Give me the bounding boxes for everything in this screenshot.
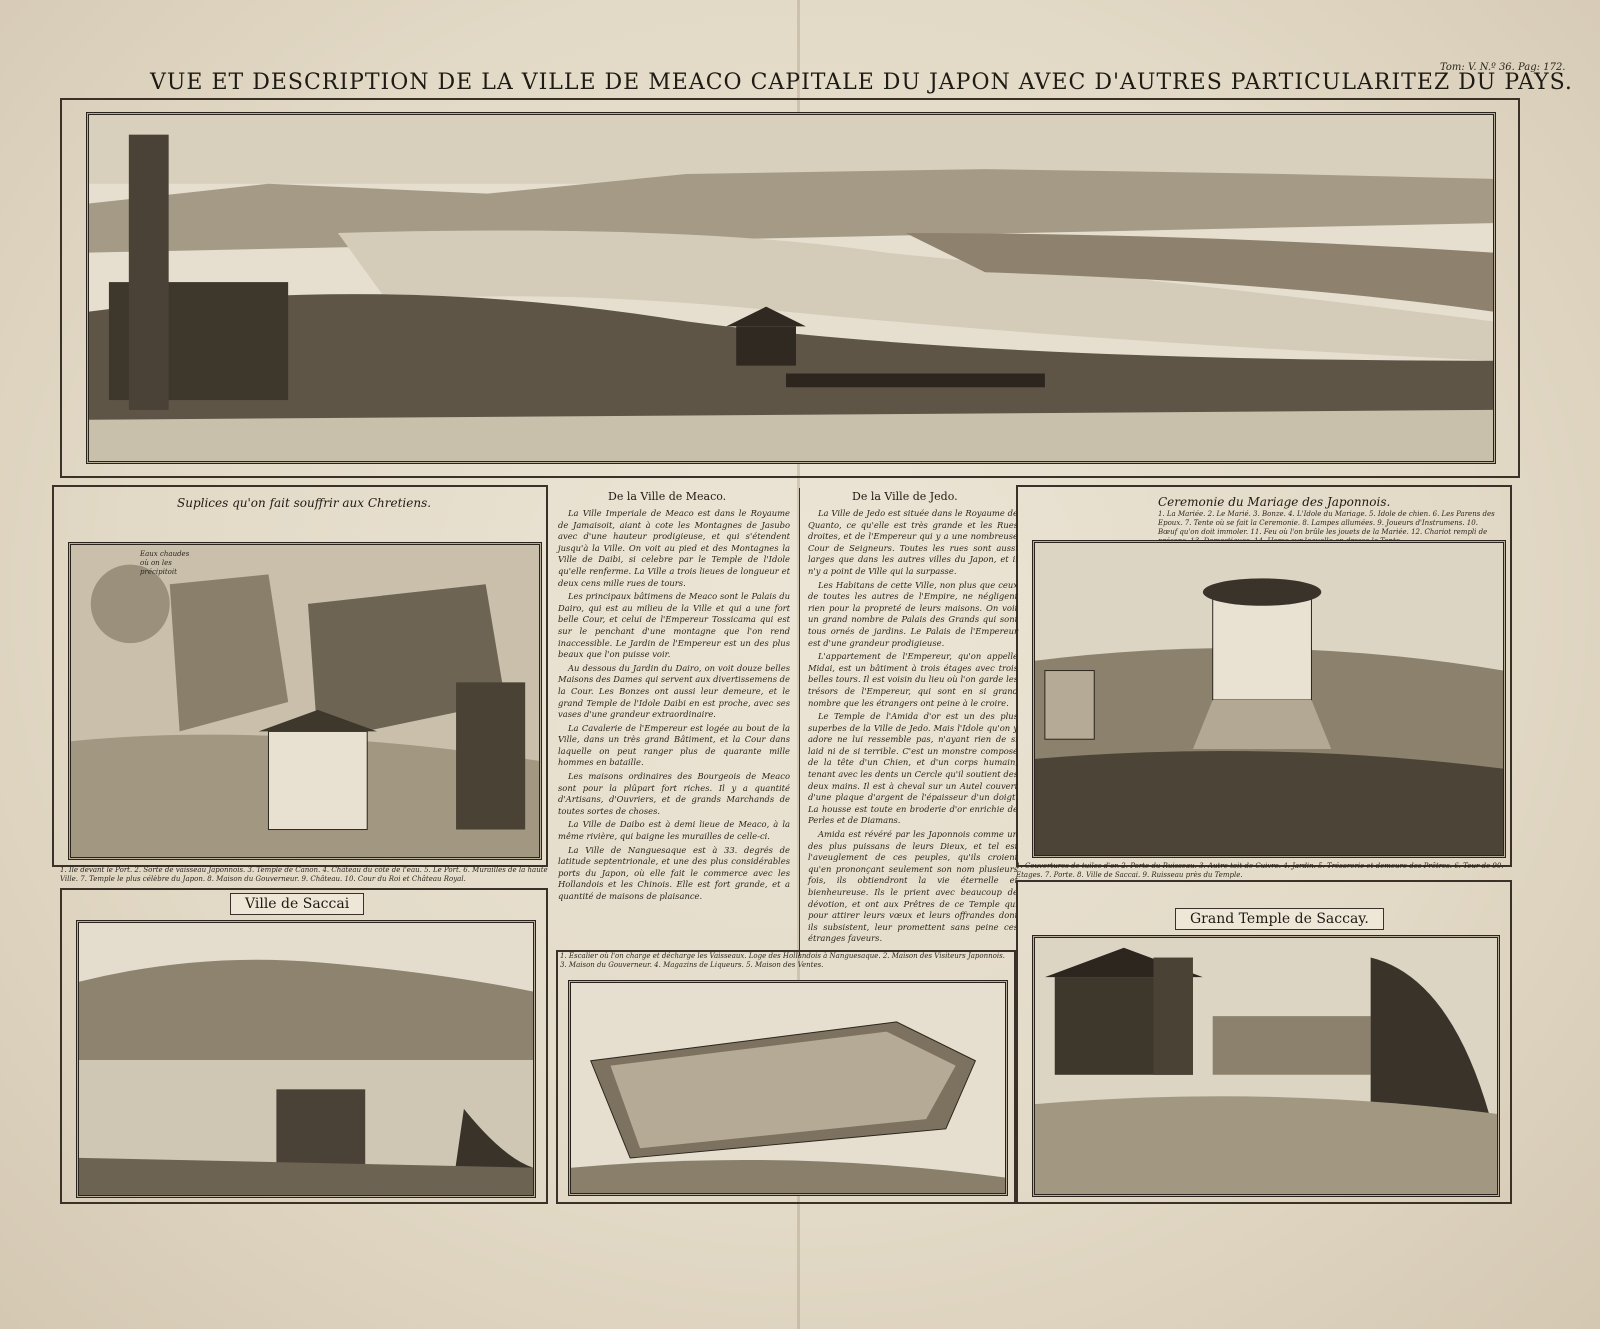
suplices-engraving — [68, 542, 542, 860]
saccai-title: Ville de Saccai — [230, 893, 364, 915]
nanguesaque-engraving — [568, 980, 1008, 1196]
meaco-paragraph: Au dessous du Jardin du Dairo, on voit douze belles Maisons des Dames qui servent aux divertissemens de la Cour. Les Bonzes ont aussi leur demeure, et le grand Temple de l'Idole Daibi en est proche, avec ses vases d'une grandeur extraordinaire. — [558, 662, 790, 720]
meaco-text-column — [558, 508, 790, 953]
jedo-paragraph: La Ville de Jedo est située dans le Royaume de Quanto, ce qu'elle est très grande et les Rues droites, et de l'Empereur qui y a une nombreuse Cour de Seigneurs. Toutes les rues sont aussi larges que dans les autres villes du Japon, et il n'y a point de Ville qui la surpasse. — [808, 508, 1018, 576]
jedo-paragraph: Amida est révéré par les Japonnois comme un des plus puissans de leurs Dieux, et tel est l'aveuglement de ces peuples, qu'ils croient qu'en prononçant seulement son nom plusieurs fois, ils obtiendront la vie éternelle et bienheureuse. Ils le prient avec beaucoup de dévotion, et ont aux Prêtres de ce Temple qui pour attirer leurs vœux et leurs offrandes dont ils subsistent, leur promettent sans peine ces étranges faveurs. — [808, 829, 1018, 944]
meaco-paragraph: La Ville de Nanguesaque est à 33. degrés de latitude septentrionale, et une des plus considérables ports du Japon, où elle fait le commerce avec les Hollandois et les Chinois. Elle est fort grande, et a quantité de maisons de plaisance. — [558, 844, 790, 901]
jedo-paragraph: Le Temple de l'Amida d'or est un des plus superbes de la Ville de Jedo. Mais l'Idole qu'on y adore ne lui ressemble pas, n'ayant rien de si laid ni de si terrible. C'est un monstre composé de la tête d'un Chien, et d'un corps humain, tenant avec les dents un Cercle qu'il soutient des deux mains. Il est à cheval sur un Autel couvert d'une plaque d'argent de l'épaisseur d'un doigt. La housse est toute en broderie d'or enrichie de Perles et de Diamans. — [808, 711, 1018, 826]
mariage-legend-bottom: 1. Couvertures de tuiles d'or. 2. Porte du Ruisseau. 3. Autre toit de Cuivre. 4. Jardin. 5. Trésorerie et demeure des Prêtres. 6. Tour de 90. Etages. 7. Porte. 8. Ville de Saccai. 9. Ruisseau près du Temple. — [1016, 862, 1504, 879]
temple-engraving — [1032, 935, 1500, 1197]
meaco-paragraph: La Ville de Daibo est à demi lieue de Meaco, à la même rivière, qui baigne les murailles de celle-ci. — [558, 819, 790, 842]
columns-divider — [799, 488, 800, 956]
suplices-legend: 1. Île devant le Port. 2. Sorte de vaisseau Japonnois. 3. Temple de Canon. 4. Château du côté de l'eau. 5. Le Port. 6. Murailles de la haute Ville. 7. Temple le plus célèbre du Japon. 8. Maison du Gouverneur. 9. Château. 10. Cour du Roi et Château Royal. — [60, 866, 548, 883]
meaco-panorama-engraving — [86, 112, 1496, 464]
meaco-paragraph: Les principaux bâtimens de Meaco sont le Palais du Dairo, qui est au milieu de la Ville et qui a une fort belle Cour, et celui de l'Empereur Tossicama qui est sur le penchant d'une montagne que l'on rend inaccessible. Le Jardin de l'Empereur est un des plus beaux que l'on puisse voir. — [558, 591, 790, 660]
mariage-engraving — [1032, 540, 1506, 858]
meaco-paragraph: Les maisons ordinaires des Bourgeois de Meaco sont pour la plûpart fort riches. Il y a quantité d'Artisans, d'Ouvriers, et de grands Marchands de toutes sortes de choses. — [558, 771, 790, 816]
volume-reference: Tom: V. N.º 36. Pag: 172. — [1440, 62, 1566, 73]
saccai-engraving — [76, 920, 536, 1198]
page-title: VUE ET DESCRIPTION DE LA VILLE DE MEACO CAPITALE DU JAPON AVEC D'AUTRES PARTICULARITEZ DU PAYS. — [150, 70, 1573, 95]
meaco-paragraph: La Cavalerie de l'Empereur est logée au bout de la Ville, dans un très grand Bâtiment, et la Cour dans laquelle on peut ranger plus de quarante mille hommes en bataille. — [558, 722, 790, 768]
jedo-paragraph: Les Habitans de cette Ville, non plus que ceux de toutes les autres de l'Empire, ne négligent rien pour la propreté de leurs maisons. On voit un grand nombre de Palais des Grands qui sont tous ornés de jardins. Le Palais de l'Empereur est d'une grandeur prodigieuse. — [808, 579, 1018, 648]
jedo-paragraph: L'appartement de l'Empereur, qu'on appelle Midai, est un bâtiment à trois étages avec trois belles tours. Il est voisin du lieu où l'on garde les trésors de l'Empereur, qui sont en si grand nombre que les étrangers ont peine à le croire. — [808, 651, 1018, 708]
mariage-legend-top: 1. La Mariée. 2. Le Marié. 3. Bonze. 4. L'Idole du Mariage. 5. Idole de chien. 6. Les Parens des Epoux. 7. Tente où se fait la Ceremonie. 8. Lampes allumées. 9. Joueurs d'Instrumens. 10. Bœuf qu'on doit immoler. 11. Feu où l'on brûle les jouets de la Mariée. 12. Chariot rempli de — [1158, 510, 1495, 536]
mariage-title: Ceremonie du Mariage des Japonnois. — [1158, 495, 1391, 509]
jedo-heading: De la Ville de Jedo. — [852, 490, 958, 503]
suplices-inset-note: Eaux chaudes où on les précipitoit — [140, 550, 190, 576]
meaco-paragraph: La Ville Imperiale de Meaco est dans le Royaume de Jamaisoit, aiant à cote les Montagnes de Jasubo avec d'une hauteur prodigieuse, et qui s'étendent jusqu'à la Ville. On voit au pied et des Montagnes la Ville de Daibi, si celebre par le Temple de l'Idole qu'elle renferme. La Ville a trois lieues de longueur et deux cens mille rues de tours. — [558, 508, 790, 588]
jedo-text-column — [808, 508, 1018, 953]
meaco-heading: De la Ville de Meaco. — [608, 490, 727, 503]
suplices-title: Suplices qu'on fait souffrir aux Chretiens. — [177, 496, 432, 510]
nanguesaque-legend: 1. Escalier où l'on charge et décharge les Vaisseaux. Loge des Hollandois à Nanguesaque. 2. Maison des Visiteurs Japonnois. 3. Maison du Gouverneur. 4. Magazins de Liqueurs. 5. Maison des Ventes. — [560, 952, 1005, 969]
temple-title: Grand Temple de Saccay. — [1175, 908, 1384, 930]
